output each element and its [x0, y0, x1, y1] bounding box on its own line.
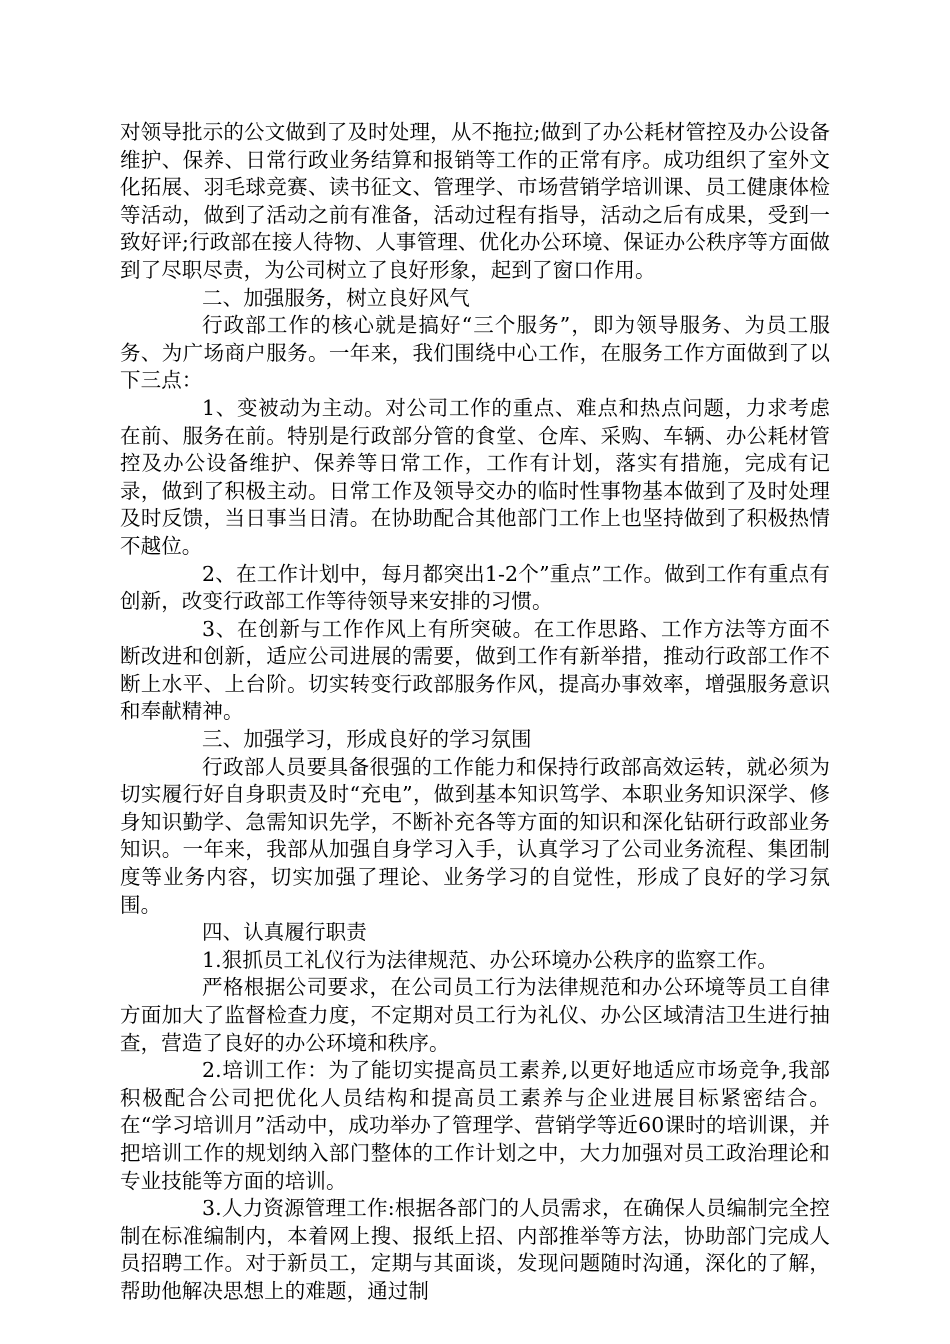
paragraph-item-3: 3、在创新与工作作风上有所突破。在工作思路、工作方法等方面不断改进和创新，适应公司进展的需要，做到工作有新举措，推动行政部工作不断上水平、上台阶。切实转变行政部服务作风，提高办事效率，增强服务意识和奉献精神。 — [120, 616, 830, 724]
paragraph-continuation: 对领导批示的公文做到了及时处理，从不拖拉;做到了办公耗材管控及办公设备维护、保养、日常行政业务结算和报销等工作的正常有序。成功组织了室外文化拓展、羽毛球竞赛、读书征文、管理学、市场营销学培训课、员工健康体检等活动，做到了活动之前有准备，活动过程有指导，活动之后有成果，受到一致好评;行政部在接人待物、人事管理、优化办公环境、保证办公秩序等方面做到了尽职尽责，为公司树立了良好形象，起到了窗口作用。 — [120, 120, 830, 282]
document-body — [120, 119, 830, 1306]
paragraph-item-2: 2、在工作计划中，每月都突出1-2个”重点”工作。做到工作有重点有创新，改变行政部工作等待领导来安排的习惯。 — [120, 561, 830, 614]
paragraph-duty-1: 1.狠抓员工礼仪行为法律规范、办公环境办公秩序的监察工作。 — [202, 947, 778, 972]
section-heading-2: 二、加强服务，树立良好风气 — [202, 285, 470, 310]
paragraph-duty-1-detail: 严格根据公司要求，在公司员工行为法律规范和办公环境等员工自律方面加大了监督检查力度，不定期对员工行为礼仪、办公区域清洁卫生进行抽查，营造了良好的办公环境和秩序。 — [120, 975, 830, 1055]
paragraph-duty-2-training: 2.培训工作：为了能切实提高员工素养,以更好地适应市场竞争,我部积极配合公司把优化人员结构和提高员工素养与企业进展目标紧密结合。在“学习培训月”活动中，成功举办了管理学、营销学等近60课时的培训课，并把培训工作的规划纳入部门整体的工作计划之中，大力加强对员工政治理论和专业技能等方面的培训。 — [120, 1058, 830, 1193]
paragraph-learning: 行政部人员要具备很强的工作能力和保持行政部高效运转，就必须为切实履行好自身职责及时“充电”，做到基本知识笃学、本职业务知识深学、修身知识勤学、急需知识先学，不断补充各等方面的知识和深化钻研行政部业务知识。一年来，我部从加强自身学习入手，认真学习了公司业务流程、集团制度等业务内容，切实加强了理论、业务学习的自觉性，形成了良好的学习氛围。 — [120, 754, 830, 917]
section-heading-4: 四、认真履行职责 — [202, 920, 367, 945]
paragraph-three-services: 行政部工作的核心就是搞好“三个服务”，即为领导服务、为员工服务、为广场商户服务。一年来，我们围绕中心工作，在服务工作方面做到了以下三点： — [120, 313, 830, 393]
section-heading-3: 三、加强学习，形成良好的学习氛围 — [202, 727, 532, 752]
paragraph-duty-3-hr: 3.人力资源管理工作:根据各部门的人员需求，在确保人员编制完全控制在标准编制内，本着网上搜、报纸上招、内部推举等方法，协助部门完成人员招聘工作。对于新员工，定期与其面谈，发现问题随时沟通，深化的了解，帮助他解决思想上的难题，通过制 — [120, 1196, 830, 1303]
paragraph-item-1: 1、变被动为主动。对公司工作的重点、难点和热点问题，力求考虑在前、服务在前。特别是行政部分管的食堂、仓库、采购、车辆、办公耗材管控及办公设备维护、保养等日常工作，工作有计划，落实有措施，完成有记录，做到了积极主动。日常工作及领导交办的临时性事物基本做到了及时处理及时反馈，当日事当日清。在协助配合其他部门工作上也坚持做到了积极热情不越位。 — [120, 395, 830, 558]
